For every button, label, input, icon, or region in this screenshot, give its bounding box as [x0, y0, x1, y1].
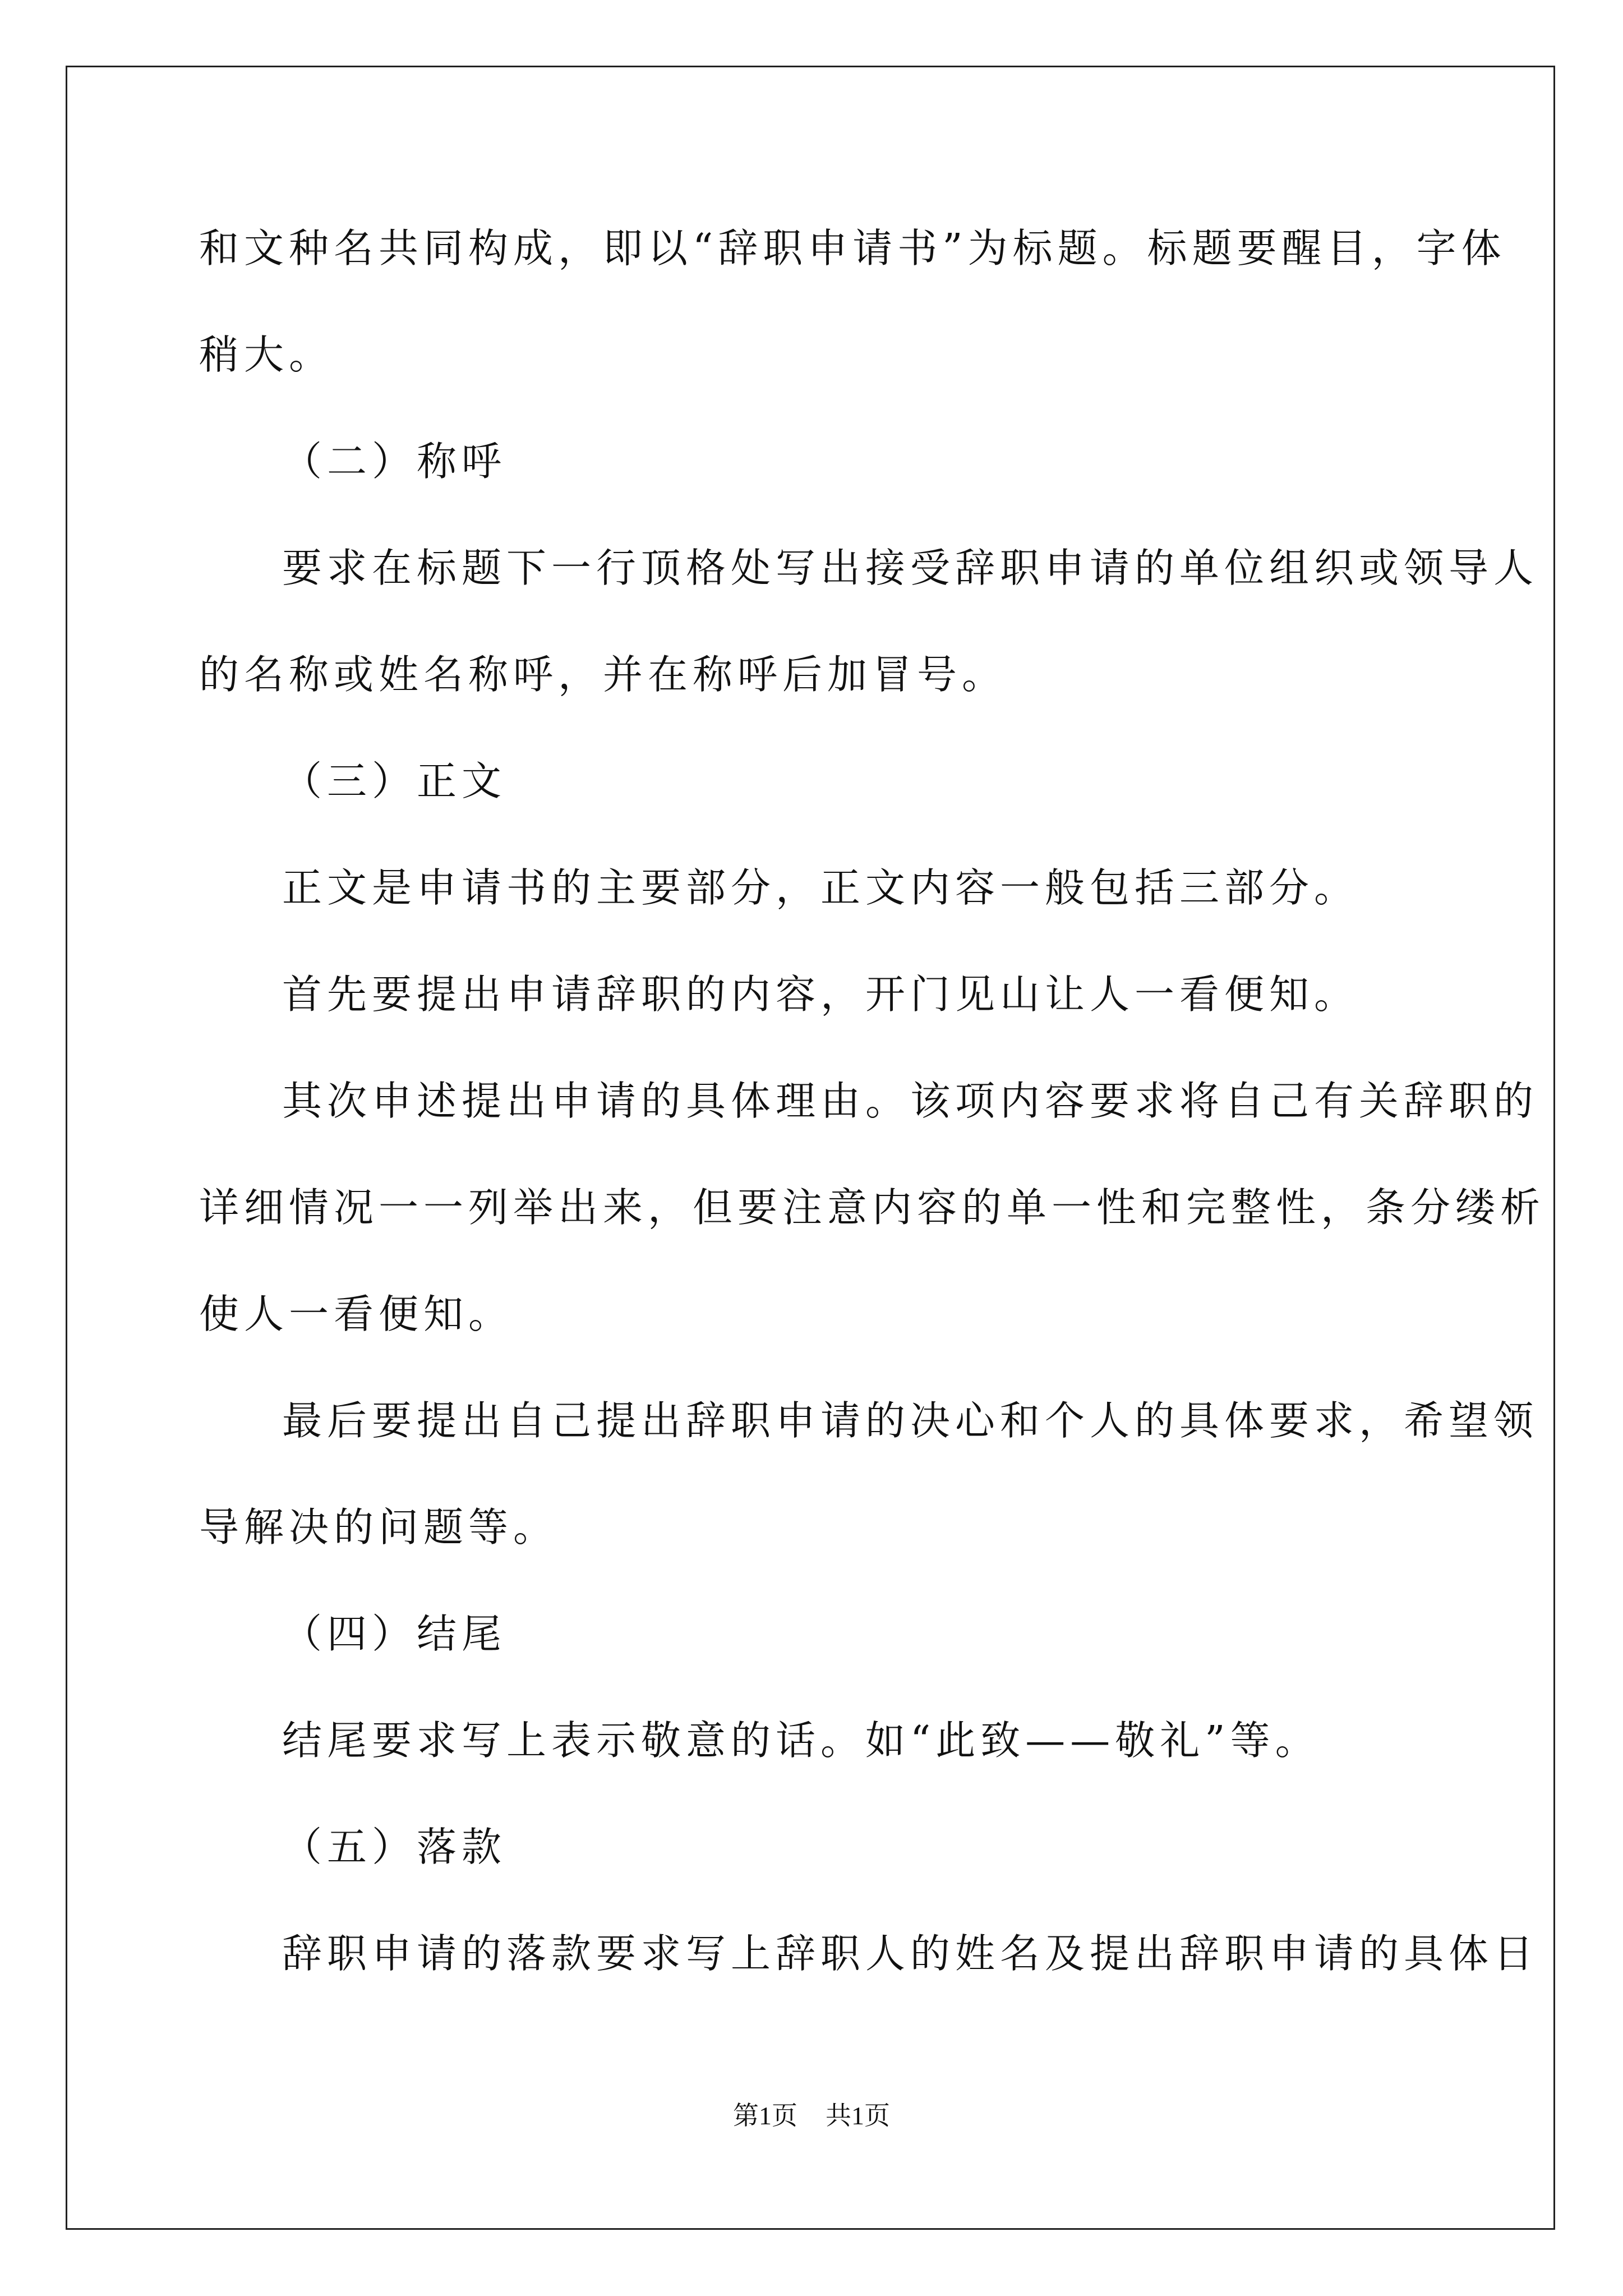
body-line: 稍大。: [199, 332, 334, 378]
body-line: 最后要提出自己提出辞职申请的决心和个人的具体要求，希望领: [282, 1397, 1539, 1444]
body-line: 首先要提出申请辞职的内容，开门见山让人一看便知。: [282, 971, 1359, 1018]
section-heading: （五）落款: [282, 1824, 507, 1870]
body-line: 要求在标题下一行顶格处写出接受辞职申请的单位组织或领导人: [282, 545, 1539, 591]
section-heading: （四）结尾: [282, 1611, 507, 1657]
body-line: 辞职申请的落款要求写上辞职人的姓名及提出辞职申请的具体日: [282, 1930, 1539, 1977]
page-footer: [0, 2095, 1623, 2132]
body-line: 使人一看便知。: [199, 1291, 514, 1337]
page-number: 第1页: [733, 2101, 797, 2130]
body-line: 的名称或姓名称呼，并在称呼后加冒号。: [199, 651, 1007, 698]
document-body: [199, 218, 1546, 2030]
body-line: 详细情况一一列举出来，但要注意内容的单一性和完整性，条分缕析: [199, 1184, 1546, 1231]
page-total: 共1页: [826, 2101, 890, 2130]
body-line: 正文是申请书的主要部分，正文内容一般包括三部分。: [282, 864, 1359, 911]
section-heading: （三）正文: [282, 758, 507, 804]
body-line: 其次申述提出申请的具体理由。该项内容要求将自己有关辞职的: [282, 1078, 1539, 1124]
section-heading: （二）称呼: [282, 438, 507, 485]
body-line: 结尾要求写上表示敬意的话。如“此致——敬礼”等。: [282, 1717, 1320, 1764]
body-line: 导解决的问题等。: [199, 1504, 559, 1550]
body-line: 和文种名共同构成，即以“辞职申请书”为标题。标题要醒目，字体: [199, 225, 1506, 272]
